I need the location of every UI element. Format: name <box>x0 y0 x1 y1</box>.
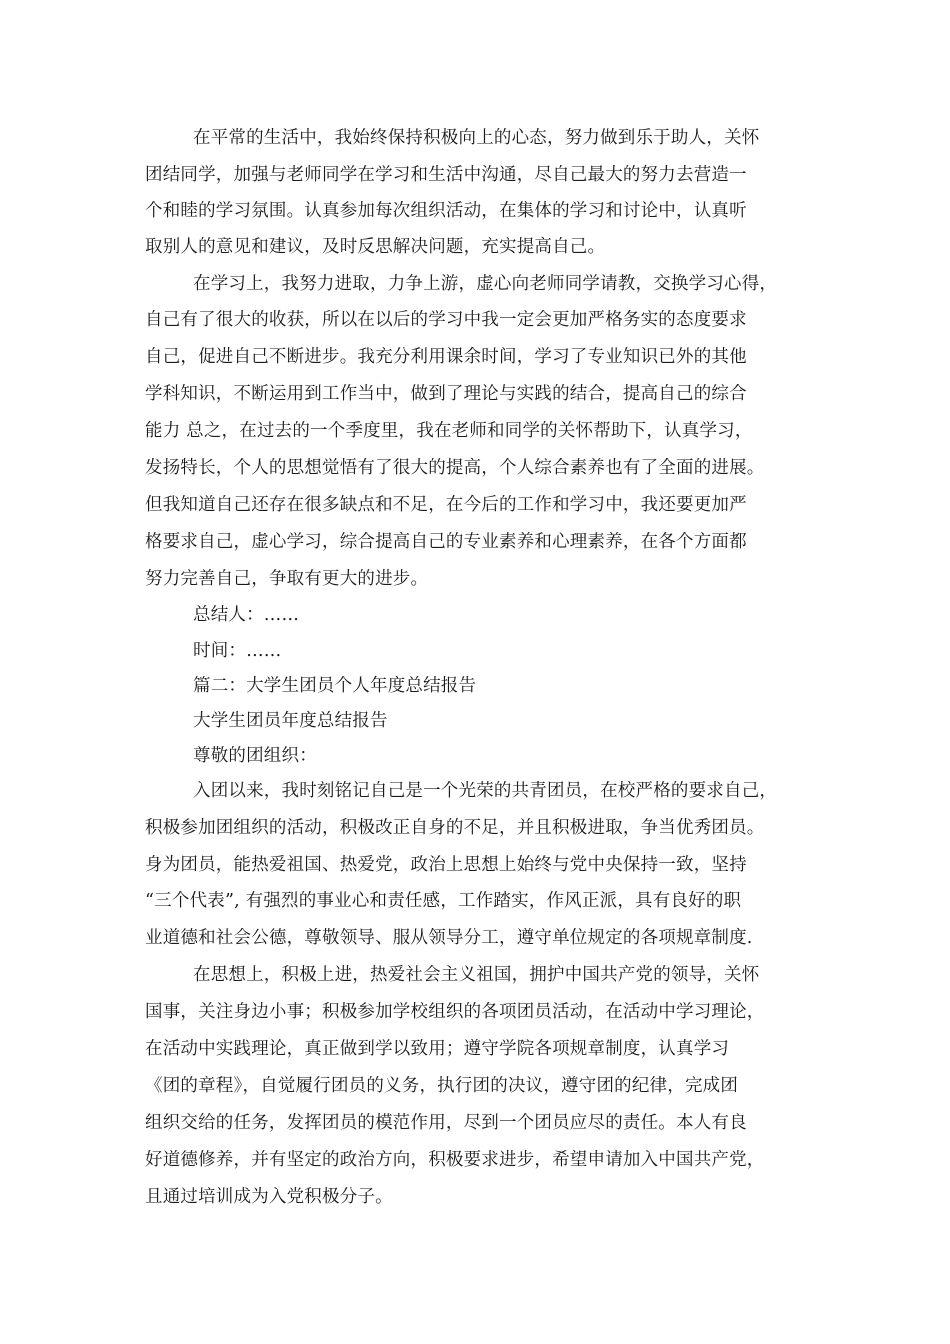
text-line: 格要求自己，虚心学习，综合提高自己的专业素养和心理素养，在各个方面都 <box>145 532 747 552</box>
text-line: 团结同学，加强与老师同学在学习和生活中沟通，尽自己最大的努力去营造一 <box>145 165 747 185</box>
text-line: 努力完善自己，争取有更大的进步。 <box>145 569 429 589</box>
text-line: “三个代表”, 有强烈的事业心和责任感，工作踏实，作风正派，具有良好的职 <box>145 891 742 911</box>
text-line: 且通过培训成为入党积极分子。 <box>145 1187 393 1207</box>
text-line: 个和睦的学习氛围。认真参加每次组织活动，在集体的学习和讨论中，认真听 <box>145 201 747 221</box>
text-line: 在平常的生活中，我始终保持积极向上的心态，努力做到乐于助人，关怀 <box>193 128 760 148</box>
salutation: 尊敬的团组织： <box>193 746 317 766</box>
text-line: 好道德修养，并有坚定的政治方向，积极要求进步，希望申请加入中国共产党， <box>145 1150 765 1170</box>
text-line: 入团以来，我时刻铭记自己是一个光荣的共青团员，在校严格的要求自己， <box>193 781 778 801</box>
text-line: 《团的章程》，自觉履行团员的义务，执行团的决议，遵守团的纪律，完成团 <box>145 1076 739 1096</box>
text-line: 在学习上，我努力进取，力争上游，虚心向老师同学请教，交换学习心得， <box>193 274 778 294</box>
text-line: 自己，促进自己不断进步。我充分利用课余时间，学习了专业知识已外的其他 <box>145 347 747 367</box>
text-line: 但我知道自己还存在很多缺点和不足，在今后的工作和学习中，我还要更加严 <box>145 495 747 515</box>
text-line: 取别人的意见和建议，及时反思解决问题，充实提高自己。 <box>145 237 606 257</box>
text-line: 发扬特长，个人的思想觉悟有了很大的提高，个人综合素养也有了全面的进展。 <box>145 458 765 478</box>
text-line: 在思想上，积极上进，热爱社会主义祖国，拥护中国共产党的领导，关怀 <box>193 965 760 985</box>
text-line: 国事，关注身边小事；积极参加学校组织的各项团员活动，在活动中学习理论， <box>145 1002 765 1022</box>
section-heading: 篇二：大学生团员个人年度总结报告 <box>193 676 477 696</box>
text-line: 业道德和社会公德，尊敬领导、服从领导分工，遵守单位规定的各项规章制度. <box>145 928 753 948</box>
text-line: 在活动中实践理论，真正做到学以致用；遵守学院各项规章制度，认真学习 <box>145 1039 730 1059</box>
text-line: 积极参加团组织的活动，积极改正自身的不足，并且积极进取，争当优秀团员。 <box>145 818 765 838</box>
text-line: 组织交给的任务，发挥团员的模范作用，尽到一个团员应尽的责任。本人有良 <box>145 1113 747 1133</box>
signature-line: 总结人：…… <box>193 605 300 625</box>
text-line: 能力 总之，在过去的一个季度里，我在老师和同学的关怀帮助下，认真学习， <box>145 421 753 441</box>
text-line: 学科知识，不断运用到工作当中，做到了理论与实践的结合，提高自己的综合 <box>145 384 747 404</box>
report-title: 大学生团员年度总结报告 <box>193 711 388 731</box>
text-line: 自己有了很大的收获，所以在以后的学习中我一定会更加严格务实的态度要求 <box>145 310 747 330</box>
text-line: 身为团员，能热爱祖国、热爱党，政治上思想上始终与党中央保持一致，坚持 <box>145 855 747 875</box>
date-line: 时间：…… <box>193 641 282 661</box>
